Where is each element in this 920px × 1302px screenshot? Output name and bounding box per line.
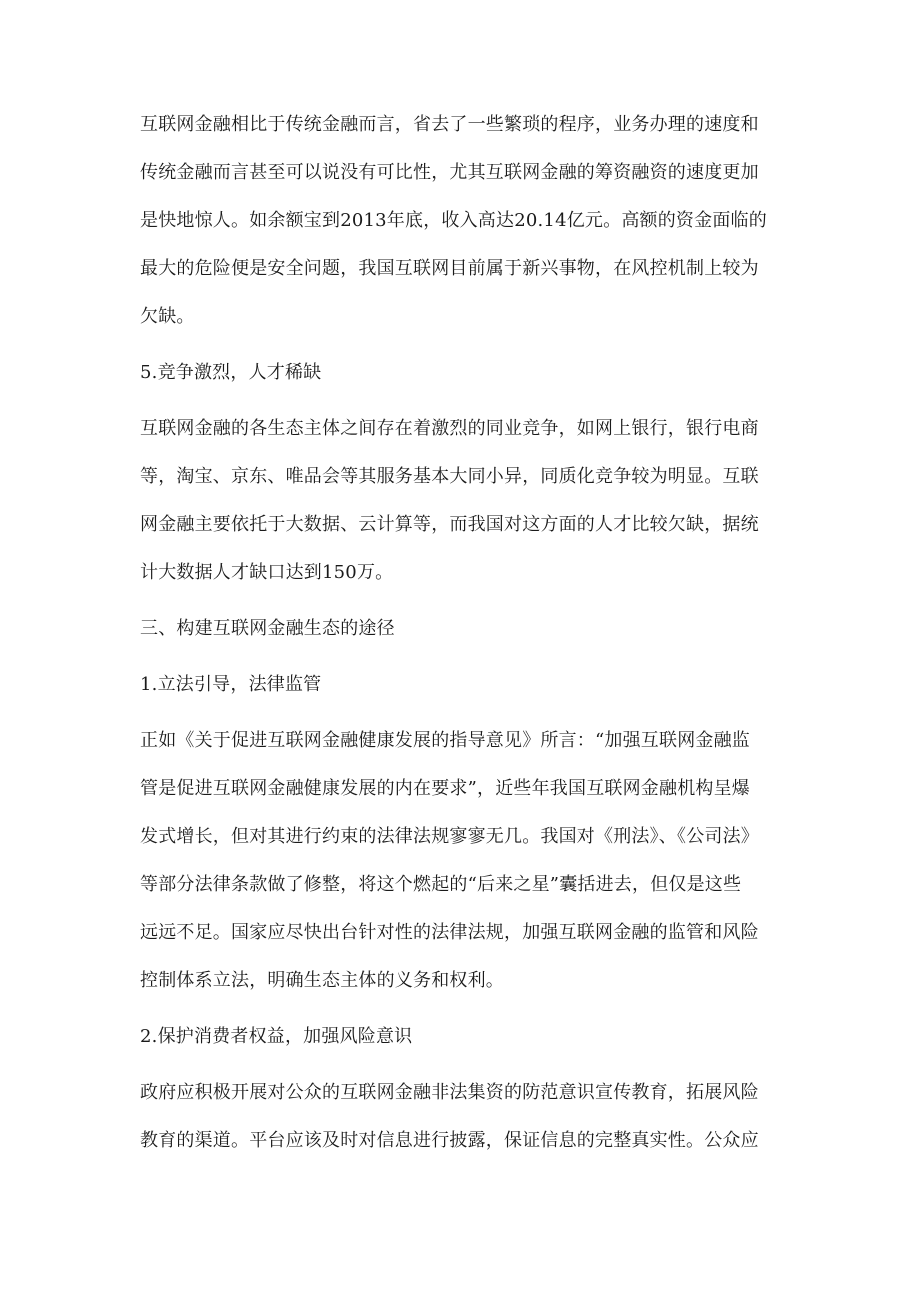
paragraph-line: 计大数据人才缺口达到150万。 xyxy=(140,562,394,583)
paragraph-line: 教育的渠道。平台应该及时对信息进行披露，保证信息的完整真实性。公众应 xyxy=(140,1130,759,1151)
paragraph-line: 控制体系立法，明确生态主体的义务和权利。 xyxy=(140,970,504,991)
paragraph-line: 是快地惊人。如余额宝到2013年底，收入高达20.14亿元。高额的资金面临的 xyxy=(140,210,767,231)
section-heading: 5.竞争激烈，人才稀缺 xyxy=(140,362,322,383)
paragraph-line: 政府应积极开展对公众的互联网金融非法集资的防范意识宣传教育，拓展风险 xyxy=(140,1082,759,1103)
subsection-heading: 1.立法引导，法律监管 xyxy=(140,674,322,695)
paragraph-line: 互联网金融的各生态主体之间存在着激烈的同业竞争，如网上银行，银行电商 xyxy=(140,418,759,439)
paragraph-line: 正如《关于促进互联网金融健康发展的指导意见》所言：“加强互联网金融监 xyxy=(140,730,750,751)
paragraph-line: 最大的危险便是安全问题，我国互联网目前属于新兴事物，在风控机制上较为 xyxy=(140,258,759,279)
subsection-heading: 2.保护消费者权益，加强风险意识 xyxy=(140,1026,413,1047)
paragraph-line: 等，淘宝、京东、唯品会等其服务基本大同小异，同质化竞争较为明显。互联 xyxy=(140,466,759,487)
paragraph-line: 传统金融而言甚至可以说没有可比性，尤其互联网金融的筹资融资的速度更加 xyxy=(140,162,759,183)
paragraph-line: 互联网金融相比于传统金融而言，省去了一些繁琐的程序，业务办理的速度和 xyxy=(140,114,759,135)
paragraph-line: 发式增长，但对其进行约束的法律法规寥寥无几。我国对《刑法》、《公司法》 xyxy=(140,826,759,847)
section-heading: 三、构建互联网金融生态的途径 xyxy=(140,618,395,639)
paragraph-line: 欠缺。 xyxy=(140,306,195,327)
paragraph-line: 管是促进互联网金融健康发展的内在要求”，近些年我国互联网金融机构呈爆 xyxy=(140,778,750,799)
paragraph-line: 网金融主要依托于大数据、云计算等，而我国对这方面的人才比较欠缺，据统 xyxy=(140,514,759,535)
paragraph-line: 远远不足。国家应尽快出台针对性的法律法规，加强互联网金融的监管和风险 xyxy=(140,922,759,943)
paragraph-line: 等部分法律条款做了修整，将这个燃起的“后来之星”囊括进去，但仅是这些 xyxy=(140,874,742,895)
